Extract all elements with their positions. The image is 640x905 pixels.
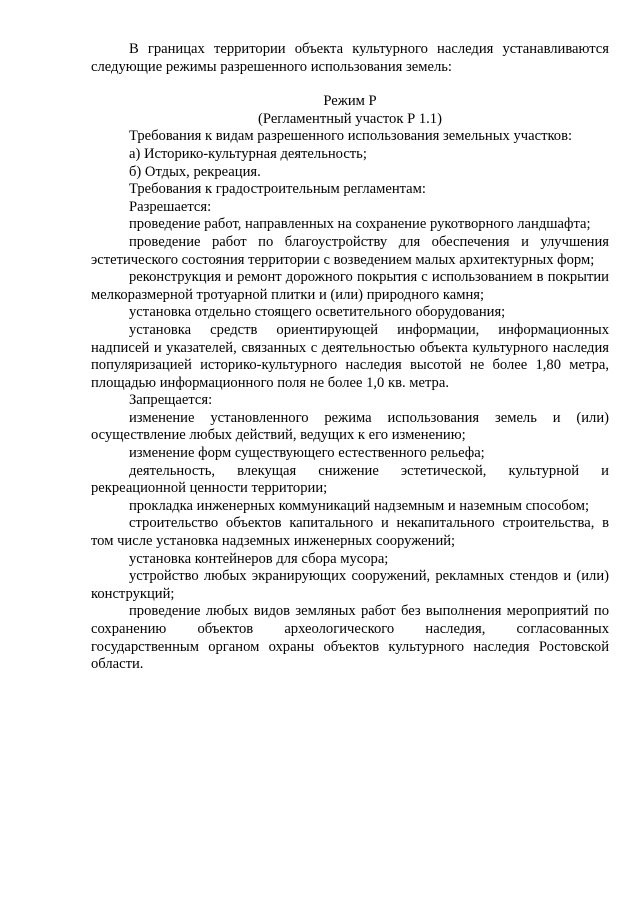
document-body: [91, 41, 609, 674]
forbidden-item: деятельность, влекущая снижение эстетической, культурной и рекреационной ценности территории;: [91, 462, 609, 497]
forbidden-item: строительство объектов капитального и некапитального строительства, в том числе установка надземных инженерных сооружений;: [91, 515, 609, 550]
land-use-heading: Требования к видам разрешенного использования земельных участков:: [129, 128, 573, 145]
urban-regulations-heading: Требования к градостроительным регламентам:: [129, 181, 426, 198]
forbidden-item: устройство любых экранирующих сооружений, рекламных стендов и (или) конструкций;: [91, 568, 609, 602]
forbidden-item: установка контейнеров для сбора мусора;: [129, 550, 389, 567]
allowed-item: установка средств ориентирующей информации, информационных надписей и указателей, связанных с деятельностью объекта культурного наследия популяризацией историко-культурного наследия высотой не более 1,80 метра, площадью информационного поля не более 1,0 кв. метра.: [91, 321, 609, 391]
forbidden-item: прокладка инженерных коммуникаций надземным и наземным способом;: [129, 497, 590, 514]
allowed-item: реконструкция и ремонт дорожного покрытия с использованием в покрытии мелкоразмерной тротуарной плитки и (или) природного камня;: [91, 269, 609, 303]
forbidden-item: изменение установленного режима использования земель и (или) осуществление любых действий, ведущих к его изменению;: [91, 409, 609, 444]
spacer: [91, 76, 609, 93]
allowed-item: установка отдельно стоящего осветительного оборудования;: [129, 304, 506, 321]
forbidden-heading: Запрещается:: [129, 392, 213, 409]
allowed-item: проведение работ, направленных на сохранение рукотворного ландшафта;: [129, 216, 591, 233]
forbidden-item: изменение форм существующего естественного рельефа;: [129, 445, 485, 462]
regime-title: Режим Р: [323, 93, 377, 110]
regime-subtitle: (Регламентный участок Р 1.1): [258, 110, 442, 127]
allowed-heading: Разрешается:: [129, 198, 212, 215]
forbidden-item: проведение любых видов земляных работ без выполнения мероприятий по сохранению объектов археологического наследия, согласованных государственным органом охраны объектов культурного наследия Ростовской области.: [91, 603, 609, 673]
intro-paragraph: В границах территории объекта культурного наследия устанавливаются следующие режимы разрешенного использования земель:: [91, 41, 609, 75]
allowed-item: проведение работ по благоустройству для обеспечения и улучшения эстетического состояния территории с возведением малых архитектурных форм;: [91, 233, 609, 268]
land-use-item: б) Отдых, рекреация.: [129, 163, 261, 180]
land-use-item: а) Историко-культурная деятельность;: [129, 145, 367, 162]
